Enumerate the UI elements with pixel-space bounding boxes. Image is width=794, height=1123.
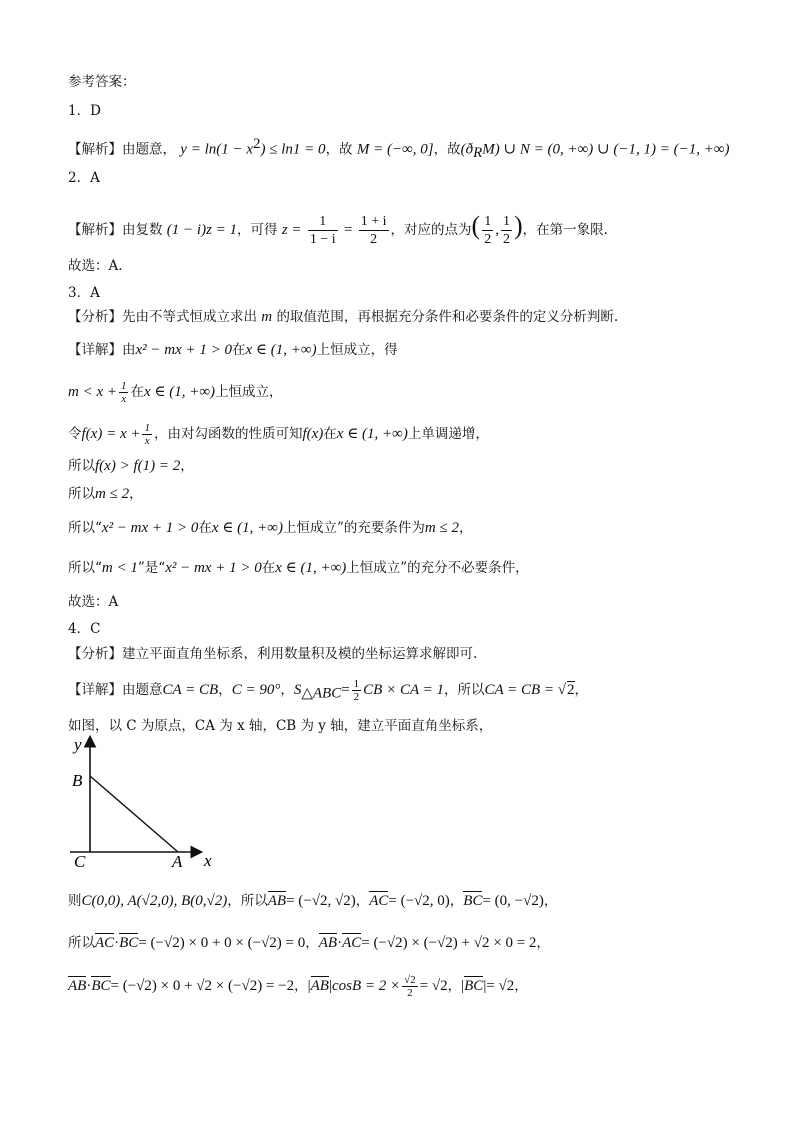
q2-paren-right: )	[513, 211, 523, 240]
q1-math-b: ) ≤ ln1 = 0	[260, 141, 326, 158]
q2-fraction-2: $\frac{1 + i}{2}$	[360, 214, 387, 247]
q4-l3b: ，	[447, 978, 462, 994]
abs-bar-left-2: |	[461, 978, 465, 994]
q2-text-4: ，在第一象限.	[522, 222, 608, 238]
q4-d1d: ，所以	[443, 682, 485, 698]
q4-l1d: ，	[449, 893, 464, 909]
q4-analysis-tag: 【分析】	[68, 646, 122, 662]
q2-fraction-4: $\frac{1}{2}$	[502, 214, 510, 247]
q3-answer: 3．A	[68, 285, 100, 301]
q4-l1c: ，	[355, 893, 370, 909]
x-label: x	[204, 851, 212, 868]
q3-detail-7	[68, 558, 748, 578]
point-b-label: B	[72, 771, 83, 790]
q3-d6b: 在	[198, 520, 212, 536]
q3-d2b: 上恒成立，	[215, 384, 283, 400]
q3-d1b: 在	[232, 342, 246, 358]
q3-d2a: 在	[130, 384, 144, 400]
hypotenuse-ab	[90, 776, 178, 852]
q3-analysis-text-2: 的取值范围，再根据充分条件和必要条件的定义分析判断.	[276, 309, 619, 325]
q3-detail-tag: 【详解】	[68, 342, 122, 358]
q3-d3-math: f(x) = x +	[81, 426, 141, 442]
q4-d1-eq: =	[341, 682, 350, 698]
dot-operator: ·	[114, 935, 120, 951]
q3-d1-math-2: x ∈ (1, +∞)	[245, 342, 317, 358]
q3-d3a: 令	[68, 426, 82, 442]
q3-d1c: 上恒成立，得	[316, 342, 398, 358]
q3-d4-math: f(x) > f(1) = 2	[95, 458, 181, 474]
q2-answer: 2．A	[68, 170, 100, 186]
q4-l1-math-1: = (−√2, √2)	[286, 893, 356, 909]
q3-detail-5	[68, 484, 748, 504]
q3-d7-math: m < 1	[101, 560, 138, 576]
q1-tag: 【解析】	[68, 141, 122, 158]
q4-d1-fraction: $\frac{1}{2}$	[353, 678, 360, 703]
q2-equals: =	[343, 222, 353, 238]
vector-ab: AB	[267, 893, 287, 909]
q1-text-3: ，故	[433, 141, 461, 158]
q4-analysis	[68, 644, 748, 664]
q2-fraction-3: $\frac{1}{2}$	[484, 214, 492, 247]
q2-math-2: z =	[281, 222, 302, 238]
q3-d7c: 在	[261, 560, 276, 576]
q4-l2-math-2: = (−√2) × (−√2) + √2 × 0 = 2	[361, 935, 537, 951]
q4-l3-math-2: cosB = 2 ×	[331, 978, 401, 994]
q2-text: 由复数	[122, 222, 163, 238]
q3-d1a: 由	[122, 342, 136, 358]
q4-d1a: 由题意	[122, 682, 163, 698]
q3-d2-math-2: x ∈ (1, +∞)	[143, 384, 216, 400]
q3-d1-math: x² − mx + 1 > 0	[135, 342, 233, 358]
q3-d6-math-2: x ∈ (1, +∞)	[211, 520, 283, 536]
q3-detail-2	[68, 372, 748, 412]
abs-bar-right-2: |	[483, 978, 487, 994]
q4-line-2	[68, 933, 748, 953]
q2-text-3: ，对应的点为	[390, 222, 472, 238]
q4-l1-math: C(0,0), A(√2,0), B(0,√2)	[81, 893, 228, 909]
q4-l3a: ，	[294, 978, 308, 994]
q4-l2a: 所以	[68, 935, 95, 951]
abs-bar-right: |	[328, 978, 332, 994]
q3-d6-math: x² − mx + 1 > 0	[101, 520, 199, 536]
q3-d3d: 上单调递增，	[407, 426, 489, 442]
q4-line-1	[68, 891, 748, 911]
q2-solution	[68, 206, 748, 250]
q4-analysis-text: 建立平面直角坐标系，利用数量积及模的坐标运算求解即可.	[122, 646, 478, 662]
q3-d3c: 在	[323, 426, 337, 442]
vector-ab-2: AB	[318, 935, 338, 951]
q4-d1e: ，	[574, 682, 589, 698]
q4-l3c: ，	[514, 978, 528, 994]
q4-l1e: ，	[543, 893, 558, 909]
q3-d7a: 所以“	[68, 560, 102, 576]
q3-d6d: ，	[458, 520, 473, 536]
q4-l1a: 则	[68, 893, 82, 909]
q3-d3-math-3: x ∈ (1, +∞)	[336, 426, 408, 442]
q4-l3-math: = (−√2) × 0 + √2 × (−√2) = −2	[110, 978, 295, 994]
q3-d3b: ，由对勾函数的性质可知	[153, 426, 303, 442]
q2-text-2: ，可得	[237, 222, 278, 238]
q3-detail-4	[68, 456, 748, 476]
vector-ac: AC	[369, 893, 389, 909]
vector-ac-3: AC	[342, 935, 362, 951]
q2-choose: 故选：A.	[68, 258, 123, 274]
q3-analysis-math: m	[261, 309, 273, 325]
point-c-label: C	[74, 852, 86, 868]
q4-d1-math-4: CA = CB =	[484, 682, 558, 698]
q4-l2b: ，	[305, 935, 319, 951]
q2-paren-left: (	[471, 211, 481, 240]
q1-answer: 1．D	[68, 103, 101, 119]
q3-d4a: 所以	[68, 458, 95, 474]
abs-bar-left: |	[307, 978, 311, 994]
q3-d7-math-3: x ∈ (1, +∞)	[275, 560, 347, 576]
q1-math-3b: M) ∪ N = (0, +∞) ∪ (−1, 1) = (−1, +∞)	[482, 141, 730, 158]
q3-d3-math-2: f(x)	[302, 426, 324, 442]
y-label: y	[74, 735, 82, 754]
q3-d6a: 所以“	[68, 520, 102, 536]
q2-math: (1 − i)z = 1	[166, 222, 238, 238]
q1-math-2: M = (−∞, 0]	[356, 141, 434, 158]
q4-d1-math-3: CB × CA = 1	[363, 682, 444, 698]
vector-ac-2: AC	[95, 935, 115, 951]
q3-d2-math: m < x +	[68, 384, 117, 400]
dot-operator-2: ·	[337, 935, 343, 951]
point-a-label: A	[172, 852, 183, 868]
q3-d2-fraction: $\frac{1}{x}$	[120, 380, 127, 405]
q4-d1b: ，	[218, 682, 232, 698]
q4-l2-math: = (−√2) × 0 + 0 × (−√2) = 0	[138, 935, 306, 951]
q4-l1-math-3: = (0, −√2)	[482, 893, 544, 909]
coordinate-figure	[60, 728, 240, 868]
q2-tag: 【解析】	[68, 222, 122, 238]
q4-line-3	[68, 966, 748, 1006]
q3-d5b: ，	[129, 486, 143, 502]
q1-text-2: ，故	[325, 141, 353, 158]
q1-text: 由题意，	[122, 141, 176, 158]
q3-d3-fraction: $\frac{1}{x}$	[144, 422, 150, 447]
q2-fraction-1: $\frac{1}{1 - i}$	[309, 214, 336, 247]
q3-analysis-text: 先由不等式恒成立求出	[122, 309, 257, 325]
q4-detail-1: 【详解】由题意CA = CB，C = 90°，$S_{\triangle ABC}=$ $\frac{1}{2}$ CB × CA = 1，所以CA = CB = √2，	[68, 678, 589, 703]
q2-comma: ,	[495, 222, 499, 238]
vector-ab-3: AB	[68, 978, 87, 994]
vector-bc: BC	[463, 893, 483, 909]
q4-l3-math-3: = √2	[419, 978, 448, 994]
q3-analysis	[68, 307, 748, 327]
vector-ab-4: AB	[310, 978, 329, 994]
q4-l3-math-4: = √2	[486, 978, 515, 994]
q4-d1-math-2: C = 90°	[231, 682, 281, 698]
vector-bc-2: BC	[119, 935, 139, 951]
q3-detail-3	[68, 414, 748, 454]
q4-d1-math: CA = CB	[162, 682, 219, 698]
q4-d1c: ，	[280, 682, 294, 698]
q3-choose: 故选：A	[68, 594, 119, 610]
q1-math-3a: (ð	[460, 141, 474, 158]
q1-solution: 【解析】由题意， $y = \ln(1 - x^2) \le \ln 1 = 0$，故 M = (−∞, 0]，故$(ð_RM)$ ∪ N = (0, +∞) ∪ (−1, 1) = (−1, +∞)	[68, 136, 730, 162]
q4-d1-radicand: 2	[567, 682, 575, 698]
q4-answer: 4．C	[68, 621, 101, 637]
q3-d5a: 所以	[68, 486, 95, 502]
q4-area-symbol: S	[293, 682, 302, 698]
q4-l1b: ，所以	[227, 893, 268, 909]
header: 参考答案：	[68, 74, 136, 90]
vector-bc-4: BC	[464, 978, 484, 994]
vector-bc-3: BC	[91, 978, 111, 994]
q3-d7b: ”是“	[137, 560, 166, 576]
q4-l3-fraction: $\frac{√2}{2}$	[404, 974, 416, 999]
q3-d4b: ，	[180, 458, 194, 474]
dot-operator-3: ·	[86, 978, 92, 994]
q3-d6-math-3: m ≤ 2	[424, 520, 459, 536]
q3-detail-1	[68, 340, 748, 360]
q3-d6c: 上恒成立”的充要条件为	[283, 520, 425, 536]
q1-math-3sub: R	[473, 145, 483, 162]
q4-detail-tag: 【详解】	[68, 682, 122, 698]
q3-detail-6	[68, 518, 748, 538]
q4-l2c: ，	[536, 935, 550, 951]
q3-d7-math-2: x² − mx + 1 > 0	[165, 560, 262, 576]
q1-math: y = ln(1 − x	[180, 141, 254, 158]
q4-area-sub: △ABC	[301, 685, 342, 702]
q3-analysis-tag: 【分析】	[68, 309, 122, 325]
q4-l1-math-2: = (−√2, 0)	[388, 893, 450, 909]
q4-detail-2: 如图，以 C 为原点，CA 为 x 轴，CB 为 y 轴，建立平面直角坐标系，	[68, 718, 493, 734]
q3-d5-math: m ≤ 2	[95, 486, 130, 502]
q3-d7d: 上恒成立”的充分不必要条件，	[346, 560, 529, 576]
